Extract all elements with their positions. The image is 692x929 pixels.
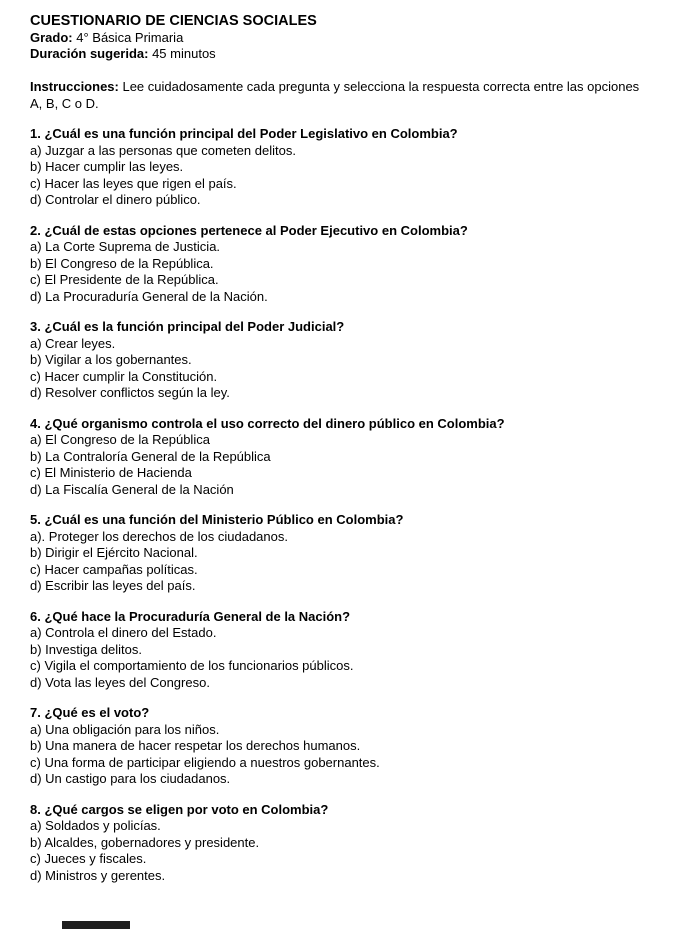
question-block-3 [30, 319, 658, 402]
question-title: 3. ¿Cuál es la función principal del Poder Judicial? [30, 319, 345, 334]
instructions-paragraph [30, 79, 650, 112]
question-option-b: b) Investiga delitos. [30, 641, 143, 657]
question-option-d: d) Escribir las leyes del país. [30, 578, 196, 593]
document-title: CUESTIONARIO DE CIENCIAS SOCIALES [30, 13, 317, 29]
instructions-label: Instrucciones: [30, 79, 119, 94]
question-option-a: a) Crear leyes. [30, 335, 116, 351]
question-title: 6. ¿Qué hace la Procuraduría General de la Nación? [30, 608, 351, 624]
question-option-b: b) Vigilar a los gobernantes. [30, 352, 192, 367]
duration-label: Duración sugerida: [30, 46, 149, 61]
question-block-4 [30, 416, 658, 499]
question-option-a: a). Proteger los derechos de los ciudadanos. [30, 528, 288, 544]
question-option-d: d) Ministros y gerentes. [30, 867, 166, 883]
question-option-a: a) Soldados y policías. [30, 818, 161, 833]
question-option-b: b) Una manera de hacer respetar los derechos humanos. [30, 738, 361, 753]
question-option-b: b) Dirigir el Ejército Nacional. [30, 545, 198, 560]
question-block-7 [30, 705, 658, 788]
question-block-2 [30, 223, 658, 306]
question-title: 5. ¿Cuál es una función del Ministerio Público en Colombia? [30, 512, 404, 527]
duration-line [30, 46, 658, 62]
question-title: 8. ¿Qué cargos se eligen por voto en Colombia? [30, 801, 329, 817]
question-option-d: d) La Procuraduría General de la Nación. [30, 288, 268, 304]
instructions-text: Lee cuidadosamente cada pregunta y selecciona la respuesta correcta entre las opciones A, B, C o D. [30, 79, 640, 111]
next-page-edge-bar [62, 921, 130, 929]
question-option-d: d) La Fiscalía General de la Nación [30, 481, 234, 497]
question-option-c: c) Vigila el comportamiento de los funcionarios públicos. [30, 658, 354, 673]
question-option-a: a) El Congreso de la República [30, 432, 210, 447]
question-option-c: c) Hacer cumplir la Constitución. [30, 368, 218, 384]
question-option-d: d) Resolver conflictos según la ley. [30, 385, 230, 400]
question-title: 2. ¿Cuál de estas opciones pertenece al Poder Ejecutivo en Colombia? [30, 222, 468, 238]
question-option-a: a) La Corte Suprema de Justicia. [30, 239, 221, 254]
question-option-c: c) Jueces y fiscales. [30, 851, 147, 866]
question-option-b: b) La Contraloría General de la República [30, 448, 271, 464]
question-option-b: b) El Congreso de la República. [30, 255, 214, 271]
question-option-a: a) Juzgar a las personas que cometen delitos. [30, 142, 296, 158]
question-block-8 [30, 802, 658, 885]
question-option-a: a) Una obligación para los niños. [30, 721, 220, 737]
duration-value: 45 minutos [148, 46, 216, 61]
question-title: 4. ¿Qué organismo controla el uso correcto del dinero público en Colombia? [30, 415, 505, 431]
question-option-a: a) Controla el dinero del Estado. [30, 625, 217, 640]
question-title: 1. ¿Cuál es una función principal del Poder Legislativo en Colombia? [30, 126, 458, 141]
question-title: 7. ¿Qué es el voto? [30, 705, 150, 720]
question-option-c: c) El Ministerio de Hacienda [30, 465, 192, 480]
question-option-d: d) Un castigo para los ciudadanos. [30, 771, 231, 786]
question-option-d: d) Vota las leyes del Congreso. [30, 674, 210, 690]
question-option-c: c) Una forma de participar eligiendo a nuestros gobernantes. [30, 754, 380, 770]
question-option-b: b) Alcaldes, gobernadores y presidente. [30, 834, 260, 850]
question-block-5 [30, 512, 658, 595]
question-block-1 [30, 126, 658, 209]
question-option-c: c) El Presidente de la República. [30, 272, 219, 287]
question-block-6 [30, 609, 658, 692]
grade-value: 4° Básica Primaria [72, 30, 184, 45]
question-option-c: c) Hacer las leyes que rigen el país. [30, 175, 237, 191]
grade-label: Grado: [30, 30, 73, 45]
grade-line [30, 30, 658, 46]
question-option-d: d) Controlar el dinero público. [30, 192, 201, 207]
question-option-c: c) Hacer campañas políticas. [30, 561, 198, 577]
question-option-b: b) Hacer cumplir las leyes. [30, 159, 184, 174]
